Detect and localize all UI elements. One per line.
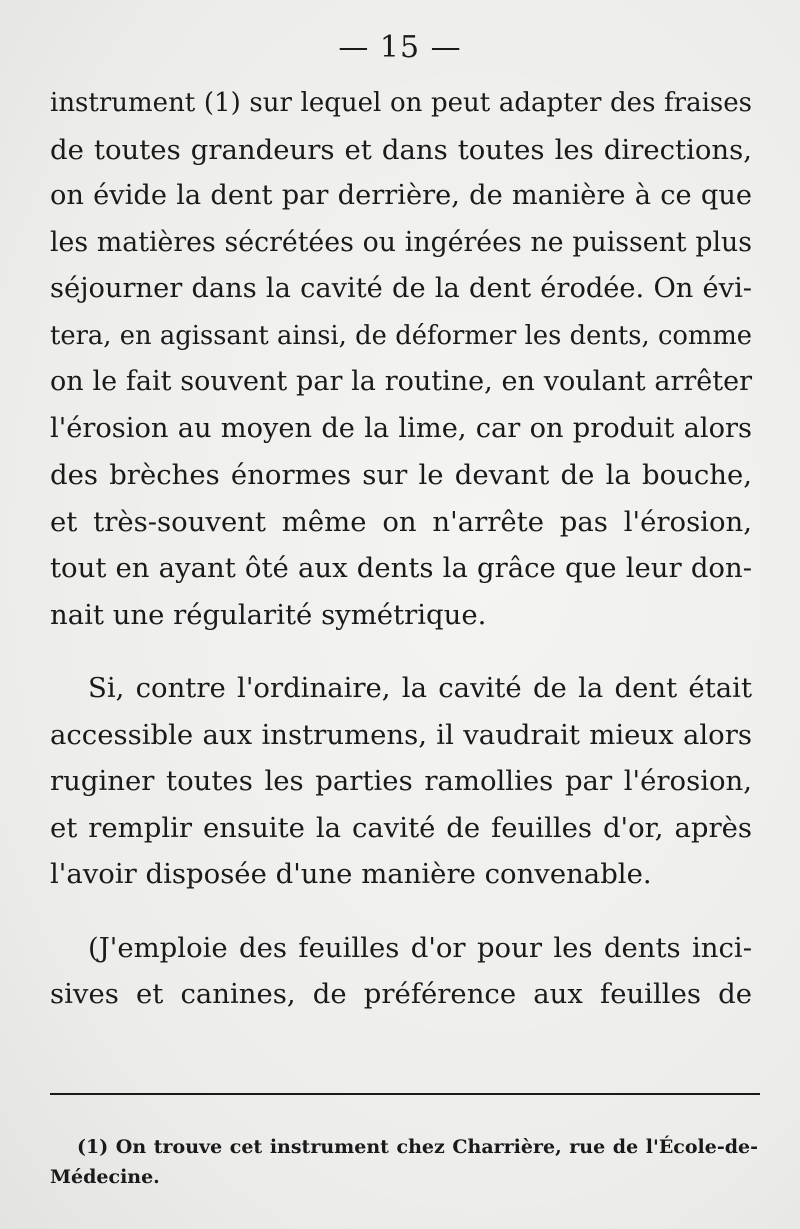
main-text [50,80,752,1018]
paragraph-3 [50,925,752,1018]
text-line: l'érosion au moyen de la lime, car on produit alors [50,412,752,444]
text-line: on évide la dent par derrière, de manière à ce que [50,180,752,211]
footnote-rule [50,1093,760,1095]
text-line: les matières sécrétées ou ingérées ne puissent plus [50,226,752,258]
text-line: sives et canines, de préférence aux feuilles de [50,978,752,1010]
text-line: accessible aux instrumens, il vaudrait mieux alors [50,718,752,751]
paragraph-2 [50,665,752,898]
paragraph-1 [50,80,752,638]
paragraph-gap [50,638,752,665]
text-line: on le fait souvent par la routine, en voulant arrêter [50,366,752,397]
paragraph-gap [50,898,752,925]
text-line: de toutes grandeurs et dans toutes les directions, [50,133,752,166]
footnote-line: (1) On trouve cet instrument chez Charrière, rue de l'École-de- [77,1136,758,1158]
text-line: Si, contre l'ordinaire, la cavité de la dent était [88,672,752,704]
footnote [50,1132,758,1192]
text-line: séjourner dans la cavité de la dent érodée. On évi- [50,273,752,304]
text-line: et remplir ensuite la cavité de feuilles d'or, après [50,811,752,844]
text-line: des brèches énormes sur le devant de la bouche, [50,459,752,491]
footnote-line: Médecine. [50,1166,160,1188]
text-line: (J'emploie des feuilles d'or pour les dents inci- [88,931,752,964]
text-line: tout en ayant ôté aux dents la grâce que leur don- [50,552,752,584]
text-line: tera, en agissant ainsi, de déformer les dents, comme [50,320,752,351]
page-number: — 15 — [338,30,462,65]
text-line: ruginer toutes les parties ramollies par l'érosion, [50,765,752,797]
text-line: et très-souvent même on n'arrête pas l'érosion, [50,505,752,538]
text-line: l'avoir disposée d'une manière convenable. [50,858,652,890]
text-line: instrument (1) sur lequel on peut adapter des fraises [50,88,752,118]
text-line: nait une régularité symétrique. [50,598,487,631]
